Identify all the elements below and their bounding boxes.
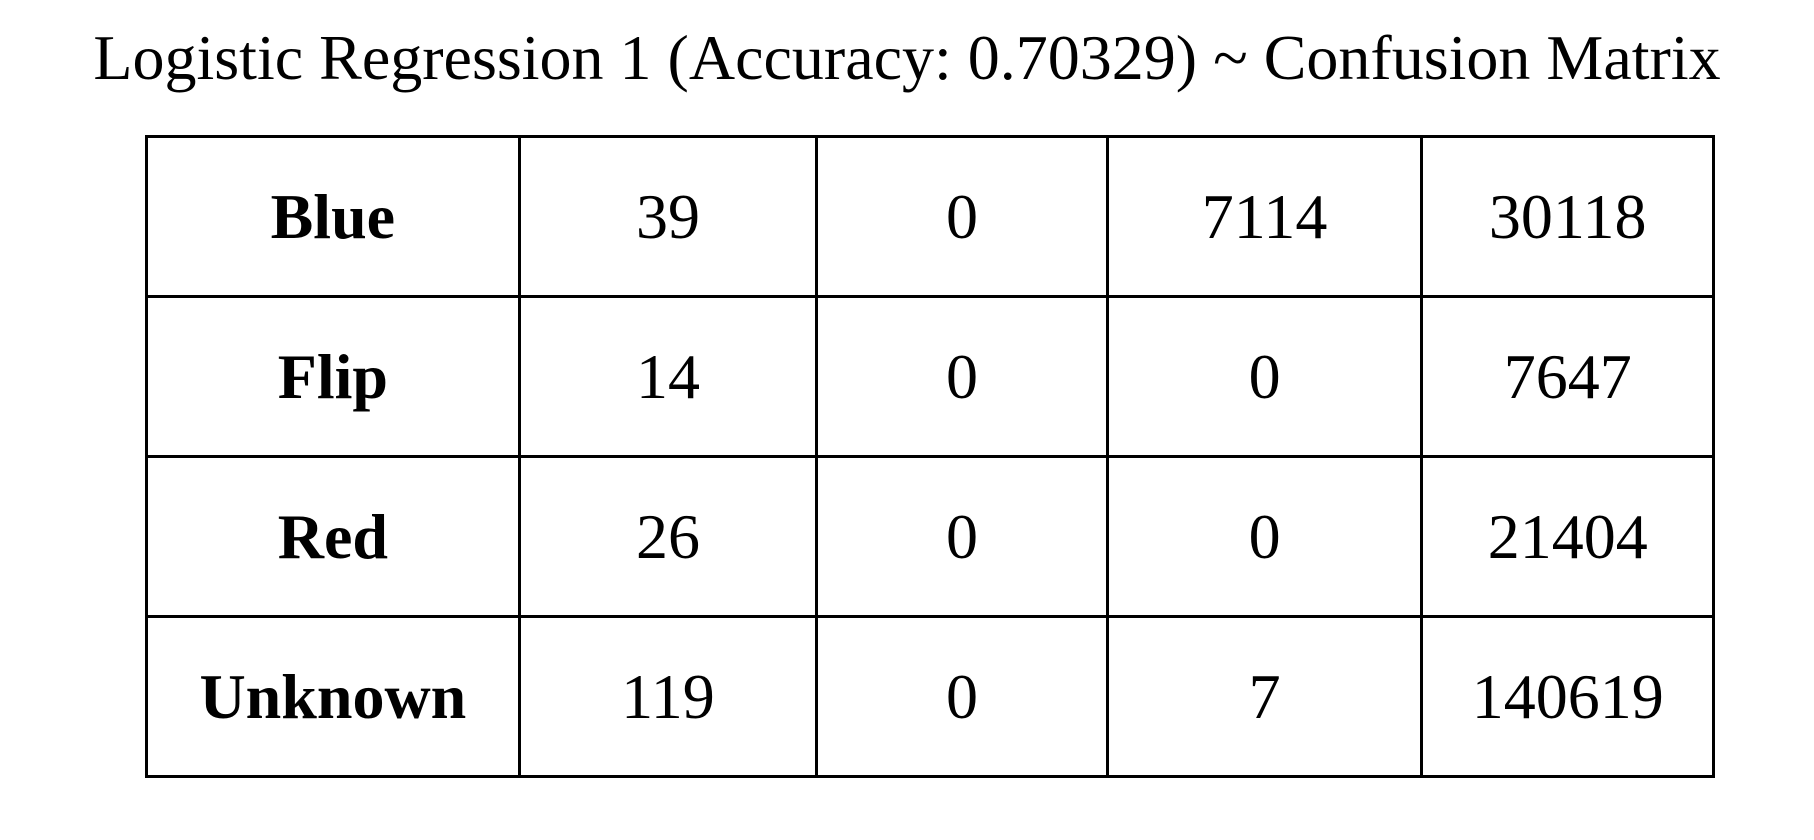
table-cell: 0 xyxy=(817,617,1108,777)
table-cell: 7114 xyxy=(1107,137,1422,297)
table-cell: 7 xyxy=(1107,617,1422,777)
row-label-red: Red xyxy=(147,457,520,617)
row-label-blue: Blue xyxy=(147,137,520,297)
confusion-matrix-table xyxy=(145,135,1715,778)
table-row xyxy=(147,457,1714,617)
table-cell: 7647 xyxy=(1422,297,1714,457)
table-cell: 21404 xyxy=(1422,457,1714,617)
row-label-flip: Flip xyxy=(147,297,520,457)
row-label-unknown: Unknown xyxy=(147,617,520,777)
table-cell: 26 xyxy=(519,457,817,617)
table-cell: 0 xyxy=(817,137,1108,297)
table-cell: 140619 xyxy=(1422,617,1714,777)
table-row xyxy=(147,297,1714,457)
table-cell: 119 xyxy=(519,617,817,777)
table-cell: 30118 xyxy=(1422,137,1714,297)
page-title: Logistic Regression 1 (Accuracy: 0.70329) ~ Confusion Matrix xyxy=(93,22,1721,93)
table-cell: 39 xyxy=(519,137,817,297)
table-cell: 0 xyxy=(1107,457,1422,617)
table-row xyxy=(147,617,1714,777)
table-cell: 0 xyxy=(817,297,1108,457)
table-cell: 14 xyxy=(519,297,817,457)
table-row xyxy=(147,137,1714,297)
table-cell: 0 xyxy=(817,457,1108,617)
table-cell: 0 xyxy=(1107,297,1422,457)
